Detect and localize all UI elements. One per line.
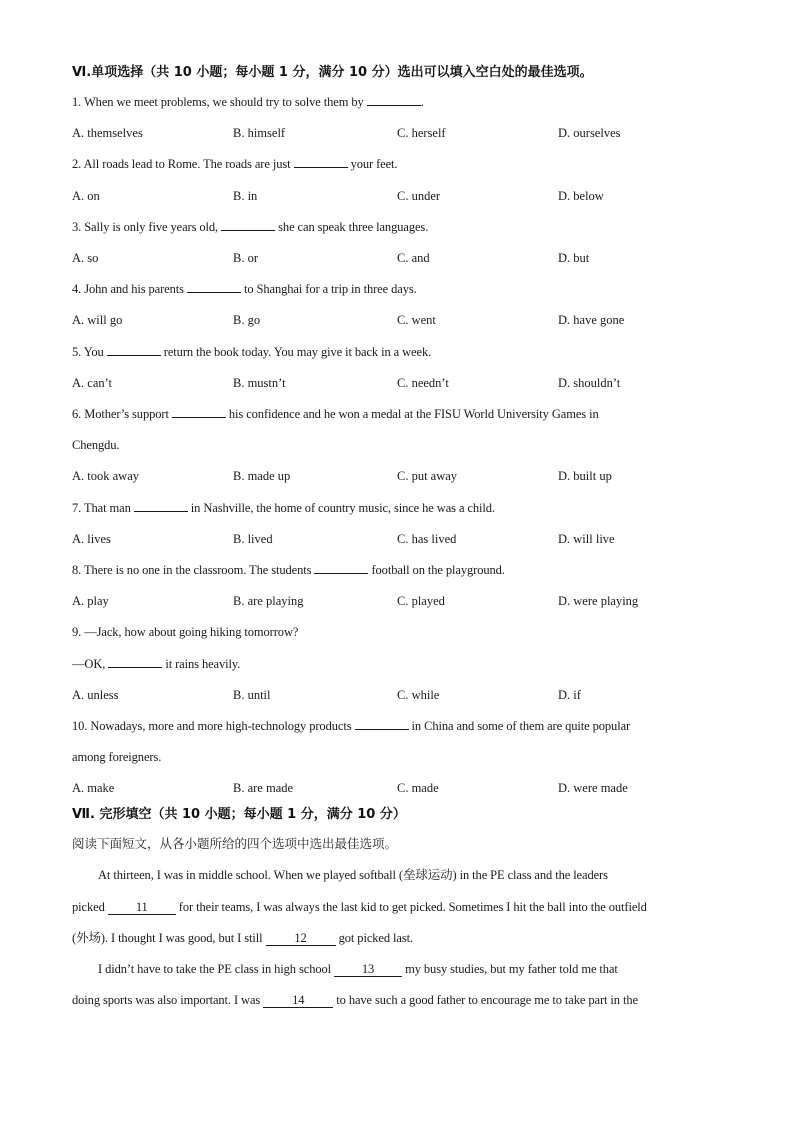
q6-option-a: A. took away — [72, 469, 139, 483]
question-8-end: football on the playground. — [371, 563, 505, 577]
question-5-end: return the book today. You may give it back in a week. — [163, 345, 432, 359]
question-7-blank — [134, 500, 188, 512]
q4-option-c: C. went — [397, 313, 436, 327]
q9-option-a: A. unless — [72, 688, 119, 702]
passage-text: got picked last. — [338, 931, 414, 945]
question-9-blank — [108, 656, 162, 668]
question-1-text: 1. When we meet problems, we should try to solve them by — [72, 95, 364, 109]
question-10-blank — [355, 718, 409, 730]
q10-option-c: C. made — [397, 781, 439, 795]
section-7-title: Ⅶ. 完形填空（共 10 小题；每小题 1 分，满分 10 分） — [72, 807, 406, 822]
question-4-blank — [187, 281, 241, 293]
question-3-end: she can speak three languages. — [278, 220, 429, 234]
q7-option-d: D. will live — [558, 532, 615, 546]
q5-option-c: C. needn’t — [397, 376, 449, 390]
q3-option-d: D. but — [558, 251, 590, 265]
question-2-text: 2. All roads lead to Rome. The roads are just — [72, 157, 291, 171]
q5-option-a: A. can’t — [72, 376, 113, 390]
q2-option-a: A. on — [72, 189, 100, 203]
question-6-end: his confidence and he won a medal at the FISU World University Games in — [228, 407, 599, 421]
question-2 — [72, 156, 397, 172]
question-6-blank — [172, 406, 226, 418]
passage-p1-line3 — [72, 930, 413, 946]
q3-option-c: C. and — [397, 251, 430, 265]
cloze-blank-11: 11 — [108, 900, 176, 915]
question-10-end: in China and some of them are quite popular — [411, 719, 631, 733]
q2-option-d: D. below — [558, 189, 604, 203]
cloze-blank-14: 14 — [263, 993, 333, 1008]
question-6 — [72, 406, 599, 422]
q9-option-c: C. while — [397, 688, 440, 702]
question-10 — [72, 718, 630, 734]
cloze-blank-13: 13 — [334, 962, 402, 977]
cloze-blank-12: 12 — [266, 931, 336, 946]
question-3-blank — [221, 219, 275, 231]
passage-text: I didn’t have to take the PE class in high school — [98, 962, 332, 976]
passage-p1-line1: At thirteen, I was in middle school. When we played softball (垒球运动) in the PE class and the leaders — [98, 868, 608, 882]
q10-option-b: B. are made — [233, 781, 294, 795]
question-4 — [72, 281, 417, 297]
q1-option-c: C. herself — [397, 126, 446, 140]
question-3-text: 3. Sally is only five years old, — [72, 220, 219, 234]
q6-option-d: D. built up — [558, 469, 612, 483]
passage-p2-line2 — [72, 992, 638, 1008]
question-7-end: in Nashville, the home of country music, since he was a child. — [190, 501, 495, 515]
question-6-continued: Chengdu. — [72, 438, 120, 452]
q6-option-c: C. put away — [397, 469, 458, 483]
question-8-text: 8. There is no one in the classroom. The students — [72, 563, 312, 577]
q2-option-c: C. under — [397, 189, 441, 203]
q6-option-b: B. made up — [233, 469, 291, 483]
question-8-blank — [314, 562, 368, 574]
passage-text: to have such a good father to encourage me to take part in the — [336, 993, 638, 1007]
question-9-reply-text: —OK, — [72, 657, 106, 671]
q4-option-b: B. go — [233, 313, 261, 327]
passage-text: picked — [72, 900, 105, 914]
question-8 — [72, 562, 505, 578]
passage-text: my busy studies, but my father told me that — [405, 962, 618, 976]
passage-p2-line1 — [98, 961, 618, 977]
q9-option-d: D. if — [558, 688, 581, 702]
section-7-instruction: 阅读下面短文，从各小题所给的四个选项中选出最佳选项。 — [72, 836, 398, 851]
q9-option-b: B. until — [233, 688, 271, 702]
question-10-text: 10. Nowadays, more and more high-technology products — [72, 719, 352, 733]
question-5-blank — [107, 344, 161, 356]
question-10-continued: among foreigners. — [72, 750, 162, 764]
q10-option-d: D. were made — [558, 781, 628, 795]
question-5 — [72, 344, 431, 360]
q10-option-a: A. make — [72, 781, 115, 795]
q8-option-b: B. are playing — [233, 594, 304, 608]
passage-p1-line2 — [72, 899, 647, 915]
passage-text: (外场). I thought I was good, but I still — [72, 931, 263, 945]
passage-text: for their teams, I was always the last kid to get picked. Sometimes I hit the ball into the outfield — [178, 900, 647, 914]
question-7 — [72, 500, 495, 516]
question-5-text: 5. You — [72, 345, 104, 359]
q5-option-d: D. shouldn’t — [558, 376, 621, 390]
q8-option-c: C. played — [397, 594, 445, 608]
q4-option-a: A. will go — [72, 313, 123, 327]
question-9: 9. —Jack, how about going hiking tomorrow? — [72, 625, 299, 639]
q4-option-d: D. have gone — [558, 313, 625, 327]
q1-option-d: D. ourselves — [558, 126, 621, 140]
question-1-blank — [367, 94, 421, 106]
q8-option-a: A. play — [72, 594, 109, 608]
question-6-text: 6. Mother’s support — [72, 407, 169, 421]
question-4-end: to Shanghai for a trip in three days. — [243, 282, 417, 296]
q7-option-a: A. lives — [72, 532, 111, 546]
q2-option-b: B. in — [233, 189, 258, 203]
q1-option-b: B. himself — [233, 126, 286, 140]
question-3 — [72, 219, 428, 235]
q7-option-c: C. has lived — [397, 532, 457, 546]
q3-option-b: B. or — [233, 251, 258, 265]
question-9-reply — [72, 656, 240, 672]
question-1 — [72, 94, 424, 110]
q3-option-a: A. so — [72, 251, 99, 265]
question-4-text: 4. John and his parents — [72, 282, 184, 296]
passage-text: doing sports was also important. I was — [72, 993, 261, 1007]
q8-option-d: D. were playing — [558, 594, 639, 608]
section-6-title: Ⅵ.单项选择（共 10 小题；每小题 1 分，满分 10 分）选出可以填入空白处的最佳选项。 — [72, 65, 593, 80]
question-9-end: it rains heavily. — [165, 657, 241, 671]
question-2-end: your feet. — [350, 157, 398, 171]
question-1-end: . — [420, 95, 424, 109]
question-7-text: 7. That man — [72, 501, 131, 515]
q7-option-b: B. lived — [233, 532, 273, 546]
question-2-blank — [294, 156, 348, 168]
q5-option-b: B. mustn’t — [233, 376, 286, 390]
q1-option-a: A. themselves — [72, 126, 143, 140]
